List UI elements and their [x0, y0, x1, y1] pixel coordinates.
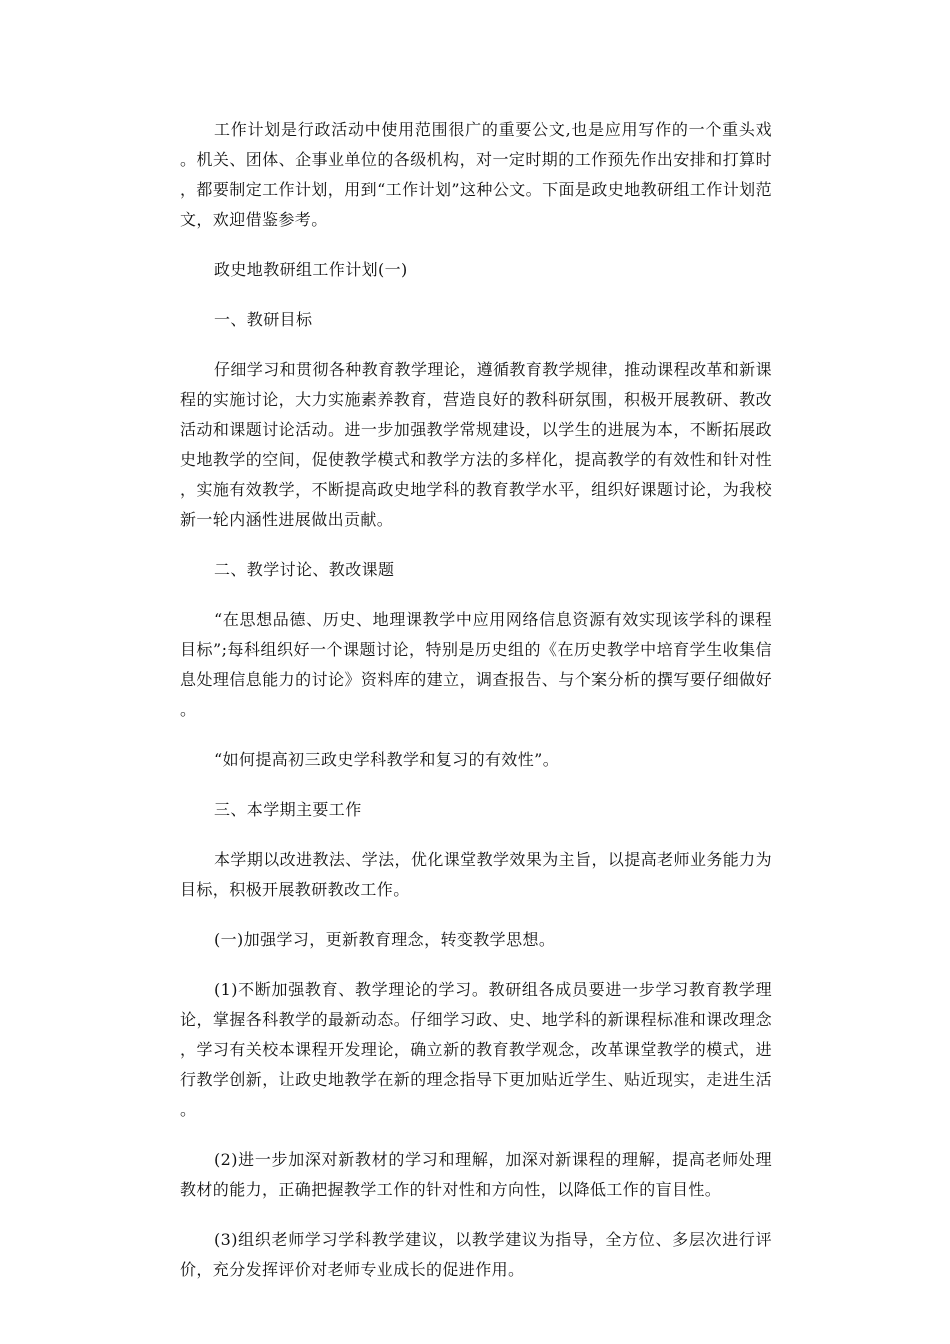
- section-heading-research: 二、教学讨论、教改课题: [214, 560, 395, 579]
- list-item-1: (1)不断加强教育、教学理论的学习。教研组各成员要进一步学习教育教学理论，掌握各科教学的最新动态。仔细学习政、史、地学科的新课程标准和课改理念，学习有关校本课程开发理论，确立新的教育教学观念，改革课堂教学的模式，进行教学创新，让政史地教学在新的理念指导下更加贴近学生、贴近现实，走进生活。: [180, 980, 772, 1119]
- subsection-heading-study: (一)加强学习，更新教育理念，转变教学思想。: [214, 930, 556, 949]
- list-item-2: (2)进一步加深对新教材的学习和理解，加深对新课程的理解，提高老师处理教材的能力，正确把握教学工作的针对性和方向性，以降低工作的盲目性。: [180, 1150, 772, 1199]
- section-body-goals: 仔细学习和贯彻各种教育教学理论，遵循教育教学规律，推动课程改革和新课程的实施讨论，大力实施素养教育，营造良好的教科研氛围，积极开展教研、教改活动和课题讨论活动。进一步加强教学常规建设，以学生的进展为本，不断拓展政史地教学的空间，促使教学模式和教学方法的多样化，提高教学的有效性和针对性，实施有效教学，不断提高政史地学科的教育教学水平，组织好课题讨论，为我校新一轮内涵性进展做出贡献。: [180, 360, 772, 529]
- intro-paragraph: 工作计划是行政活动中使用范围很广的重要公文,也是应用写作的一个重头戏。机关、团体、企事业单位的各级机构，对一定时期的工作预先作出安排和打算时，都要制定工作计划，用到“工作计划”这种公文。下面是政史地教研组工作计划范文，欢迎借鉴参考。: [180, 120, 772, 229]
- list-item-3: (3)组织老师学习学科教学建议，以教学建议为指导，全方位、多层次进行评价，充分发挥评价对老师专业成长的促进作用。: [180, 1230, 772, 1279]
- section-heading-goals: 一、教研目标: [214, 310, 313, 329]
- research-topic-2: “如何提高初三政史学科教学和复习的有效性”。: [214, 750, 560, 769]
- section-heading-main-work: 三、本学期主要工作: [214, 800, 362, 819]
- research-topic-1: “在思想品德、历史、地理课教学中应用网络信息资源有效实现该学科的课程目标”;每科组织好一个课题讨论，特别是历史组的《在历史教学中培育学生收集信息处理信息能力的讨论》资料库的建立，调查报告、与个案分析的撰写要仔细做好。: [180, 610, 772, 719]
- document-page: [180, 115, 772, 1305]
- section-body-main-work: 本学期以改进教法、学法，优化课堂教学效果为主旨，以提高老师业务能力为目标，积极开展教研教改工作。: [180, 850, 772, 899]
- plan-title: 政史地教研组工作计划(一): [214, 260, 408, 279]
